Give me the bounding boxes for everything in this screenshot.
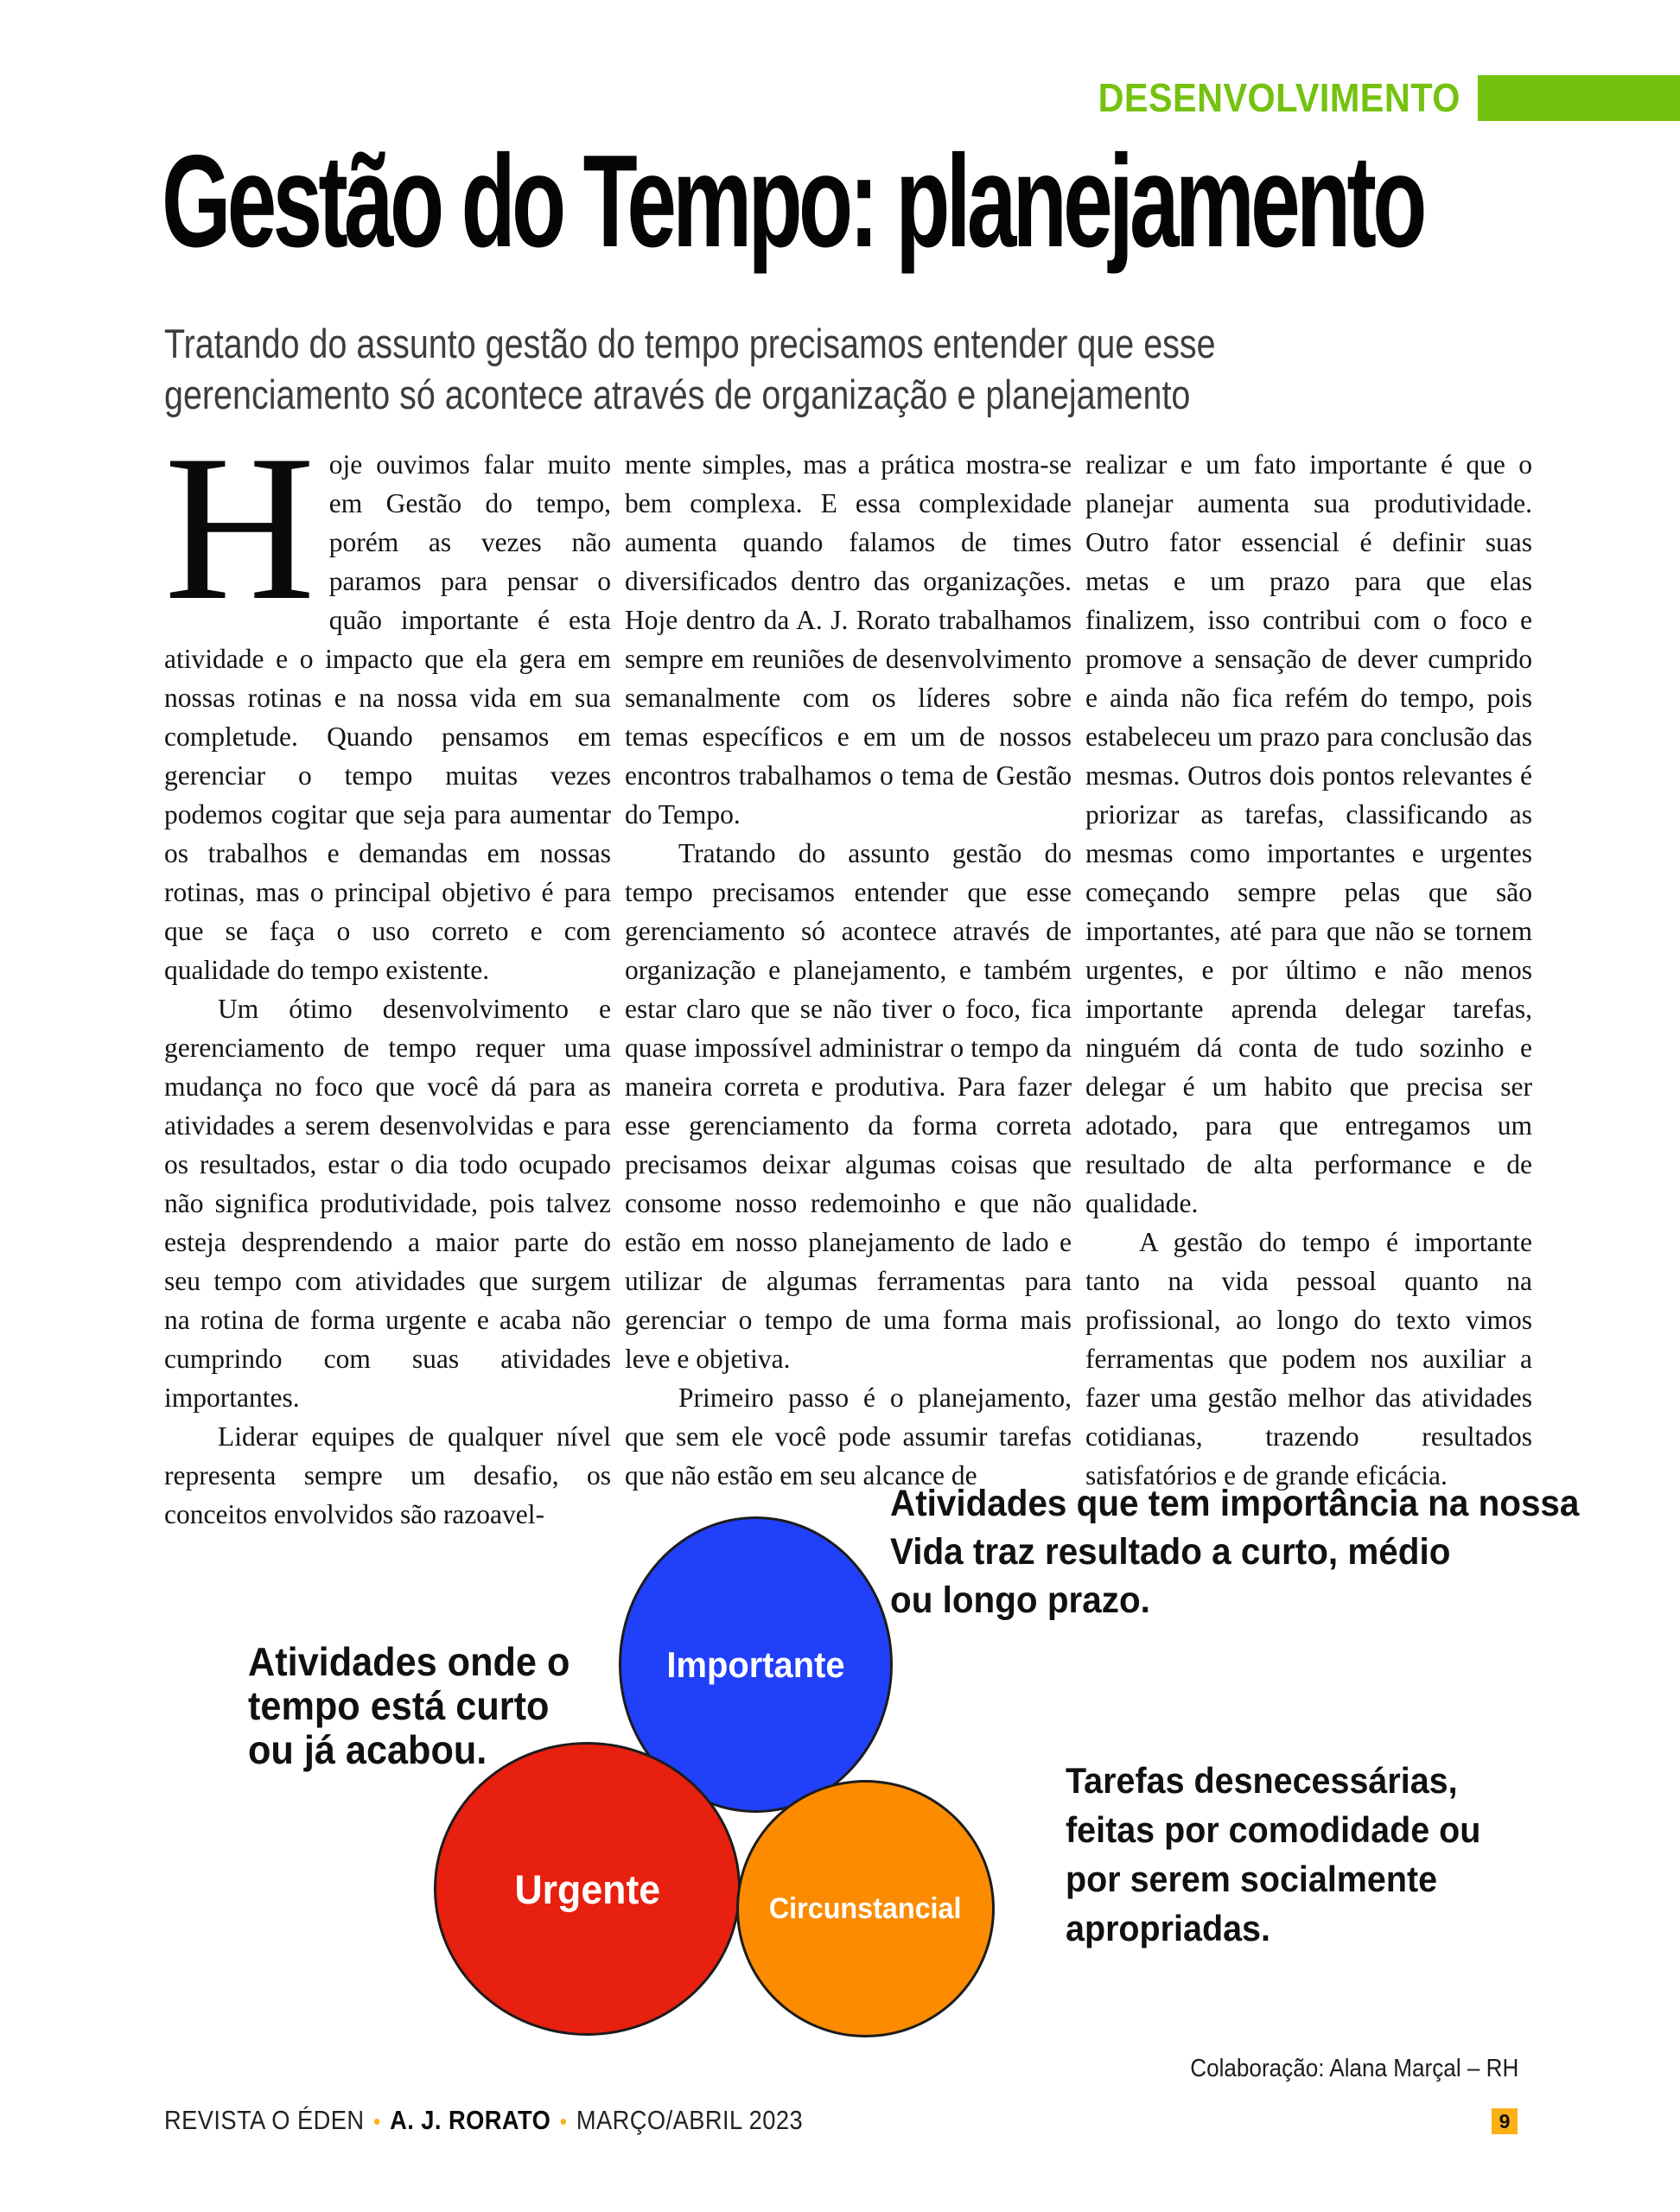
page-number-badge: 9	[1492, 2108, 1518, 2134]
footer-imprint	[164, 2105, 803, 2136]
article-column-1	[164, 412, 611, 1534]
article-body	[164, 412, 1532, 1534]
page-title: Gestão do Tempo: planejamento	[162, 128, 1423, 275]
note-line: apropriadas.	[1066, 1908, 1270, 1948]
dot-separator: •	[373, 2108, 381, 2134]
note-line: ou já acabou.	[248, 1727, 487, 1772]
issue-date: MARÇO/ABRIL 2023	[576, 2105, 804, 2135]
paragraph: Liderar equipes de qualquer nível representa sempre um desafio, os conceitos envolvidos são razoavel-	[164, 1421, 611, 1529]
article-column-3	[1085, 445, 1532, 1534]
diagram-note-important	[890, 1479, 1579, 1624]
paragraph: mente simples, mas a prática mostra-se bem complexa. E essa complexidade aumenta quando falamos de times diversificados dentro das organizações. Hoje dentro da A. J. Rorato trabalhamos sempre em reuniões de desenvolvimento semanalmente com os líderes sobre temas específicos e em um de nossos encontros trabalhamos o tema de Gestão do Tempo.	[625, 449, 1072, 830]
note-line: Atividades que tem importância na nossa	[890, 1483, 1580, 1524]
paragraph	[164, 412, 611, 989]
note-line: tempo está curto	[248, 1683, 550, 1728]
circle-urgent-label: Urgente	[514, 1866, 660, 1912]
paragraph: Primeiro passo é o planejamento, que sem ele você pode assumir tarefas que não estão em seu alcance de	[625, 1382, 1072, 1491]
circle-circumstantial-label: Circunstancial	[769, 1891, 962, 1925]
dot-separator: •	[559, 2108, 568, 2134]
magazine-name: REVISTA O ÉDEN	[164, 2105, 365, 2135]
circle-urgent	[434, 1742, 741, 2036]
diagram-note-urgent	[248, 1640, 570, 1772]
subtitle-line-2: gerenciamento só acontece através de organização e planejamento	[164, 372, 1191, 417]
paragraph: Tratando do assunto gestão do tempo precisamos entender que esse gerenciamento só acontece através de organização e planejamento, e também estar claro que se não tiver o foco, fica quase impossível administrar o tempo da maneira correta e produtiva. Para fazer esse gerenciamento da forma correta precisamos deixar algumas coisas que consome nosso redemoinho e que não estão em nosso planejamento de lado e utilizar de algumas ferramentas para gerenciar o tempo de uma forma mais leve e objetiva.	[625, 838, 1072, 1374]
note-line: Tarefas desnecessárias,	[1066, 1760, 1458, 1801]
article-subtitle	[164, 318, 1216, 420]
note-line: Atividades onde o	[248, 1639, 570, 1684]
section-label: DESENVOLVIMENTO	[1098, 75, 1460, 120]
paragraph-text: oje ouvimos falar muito em Gestão do tempo, porém as vezes não paramos para pensar o quão importante é esta atividade e o impacto que ela gera em nossas rotinas e na nossa vida em sua completude. Quando pensamos em gerenciar o tempo muitas vezes podemos cogitar que seja para aumentar os trabalhos e demandas em nossas rotinas, mas o principal objetivo é para que se faça o uso correto e com qualidade do tempo existente.	[164, 449, 611, 985]
dropcap: H	[164, 412, 315, 644]
note-line: feitas por comodidade ou	[1066, 1809, 1481, 1850]
author-name: A. J. RORATO	[390, 2105, 551, 2135]
note-line: ou longo prazo.	[890, 1580, 1150, 1621]
section-accent-bar	[1478, 75, 1680, 121]
collaboration-credit: Colaboração: Alana Marçal – RH	[1189, 2055, 1518, 2082]
diagram-note-circumstantial	[1066, 1756, 1480, 1953]
paragraph: realizar e um fato importante é que o planejar aumenta sua produtividade. Outro fator essencial é definir suas metas e um prazo para que elas finalizem, isso contribui com o foco e promove a sensação de dever cumprido e ainda não fica refém do tempo, pois estabeleceu um prazo para conclusão das mesmas. Outros dois pontos relevantes é priorizar as tarefas, classificando as mesmas como importantes e urgentes começando sempre pelas que são importantes, até para que não se tornem urgentes, e por último e não menos importante aprenda delegar tarefas, ninguém dá conta de tudo sozinho e delegar é um habito que precisa ser adotado, para que entregamos um resultado de alta performance e de qualidade.	[1085, 449, 1532, 1218]
article-column-2	[625, 445, 1072, 1534]
subtitle-line-1: Tratando do assunto gestão do tempo precisamos entender que esse	[164, 321, 1216, 366]
note-line: Vida traz resultado a curto, médio	[890, 1531, 1451, 1573]
note-line: por serem socialmente	[1066, 1859, 1438, 1899]
circle-circumstantial	[736, 1780, 995, 2037]
circle-important-label: Importante	[666, 1643, 845, 1685]
paragraph: A gestão do tempo é importante tanto na vida pessoal quanto na profissional, ao longo do texto vimos ferramentas que podem nos auxiliar a fazer uma gestão melhor das atividades cotidianas, trazendo resultados satisfatórios e de grande eficácia.	[1085, 1227, 1532, 1491]
paragraph: Um ótimo desenvolvimento e gerenciamento de tempo requer uma mudança no foco que você dá para as atividades a serem desenvolvidas e para os resultados, estar o dia todo ocupado não significa produtividade, pois talvez esteja desprendendo a maior parte do seu tempo com atividades que surgem na rotina de forma urgente e acaba não cumprindo com suas atividades importantes.	[164, 994, 611, 1413]
